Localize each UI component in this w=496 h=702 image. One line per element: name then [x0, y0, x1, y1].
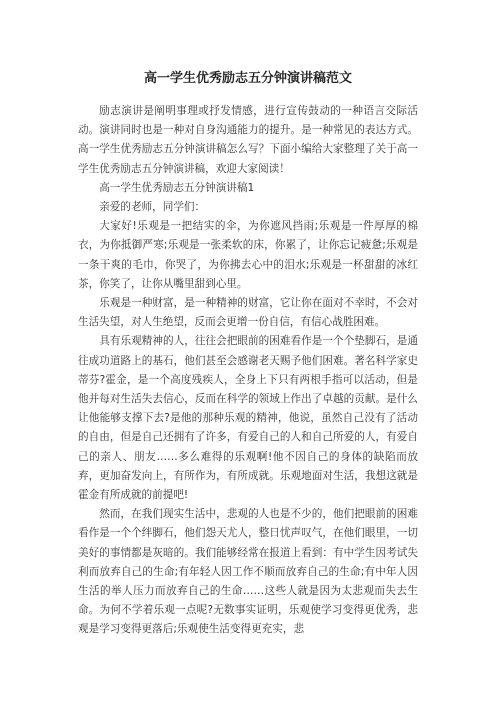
paragraph-pessimism: 然而，在我们现实生活中，悲观的人也是不少的，他们把眼前的困难看作是一个个绊脚石，他们怨天尤人，整日忧声叹气，在他们眼里，一切美好的事情都是灰暗的。我们能够经常在报道上看到：有中学生因考试失利而放弃自己的生命;有年轻人因工作不顺而放弃自己的生命;有中年人因生活的举人压力而放弃自己的生命……这些人就是因为太悲观而失去生命。为何不学着乐观一点呢?无数事实证明，乐观使学习变得更优秀，悲观是学习变得更落后;乐观使生活变得更充实，悲	[78, 508, 418, 636]
paragraph-intro: 励志演讲是阐明事理或抒发情感，进行宣传鼓动的一种语言交际活动。演讲同时也是一种对自身沟通能力的提升。是一种常见的表达方式。高一学生优秀励志五分钟演讲稿怎么写？下面小编给大家整理了关于高一学生优秀励志五分钟演讲稿，欢迎大家阅读！	[78, 105, 418, 175]
paragraph-hawking-example: 具有乐观精神的人，往往会把眼前的困难看作是一个个垫脚石，是通往成功道路上的基石，他们甚至会感谢老天赐予他们困难。著名科学家史蒂芬?霍金，是一个高度残疾人，全身上下只有两根手指可以活动，但是他并每对生活失去信心，反而在科学的领域上作出了卓越的贡献。是什么让他能够支撑下去?是他的那种乐观的精神，他说，虽然自己没有了活动的自由，但是自己还拥有了许多，有爱自己的人和自己所爱的人，有爱自己的亲人、朋友……多么难得的乐观啊!他不因自己的身体的缺陷而放弃，更加奋发向上，有所作为，有所成就。乐观地面对生活，我想这就是霍金有所成就的前提吧!	[78, 335, 418, 502]
document-title: 高一学生优秀励志五分钟演讲稿范文	[143, 71, 352, 86]
paragraph-optimism-metaphors: 大家好!乐观是一把结实的伞，为你遮风挡雨;乐观是一件厚厚的棉衣，为你抵御严寒;乐观是一张柔软的床，你累了，让你忘记疲惫;乐观是一条干爽的毛巾，你哭了，为你拂去心中的泪水;乐观是一杯甜甜的冰红茶，你笑了，让你从嘴里甜到心里。	[78, 220, 418, 290]
paragraph-optimism-wealth: 乐观是一种财富，是一种精神的财富，它让你在面对不幸时，不会对生活失望，对人生绝望，反而会更增一份自信，有信心战胜困难。	[78, 297, 418, 329]
paragraph-heading-speech-1: 高一学生优秀励志五分钟演讲稿1	[99, 181, 255, 194]
paragraph-salutation: 亲爱的老师，同学们：	[99, 201, 206, 214]
